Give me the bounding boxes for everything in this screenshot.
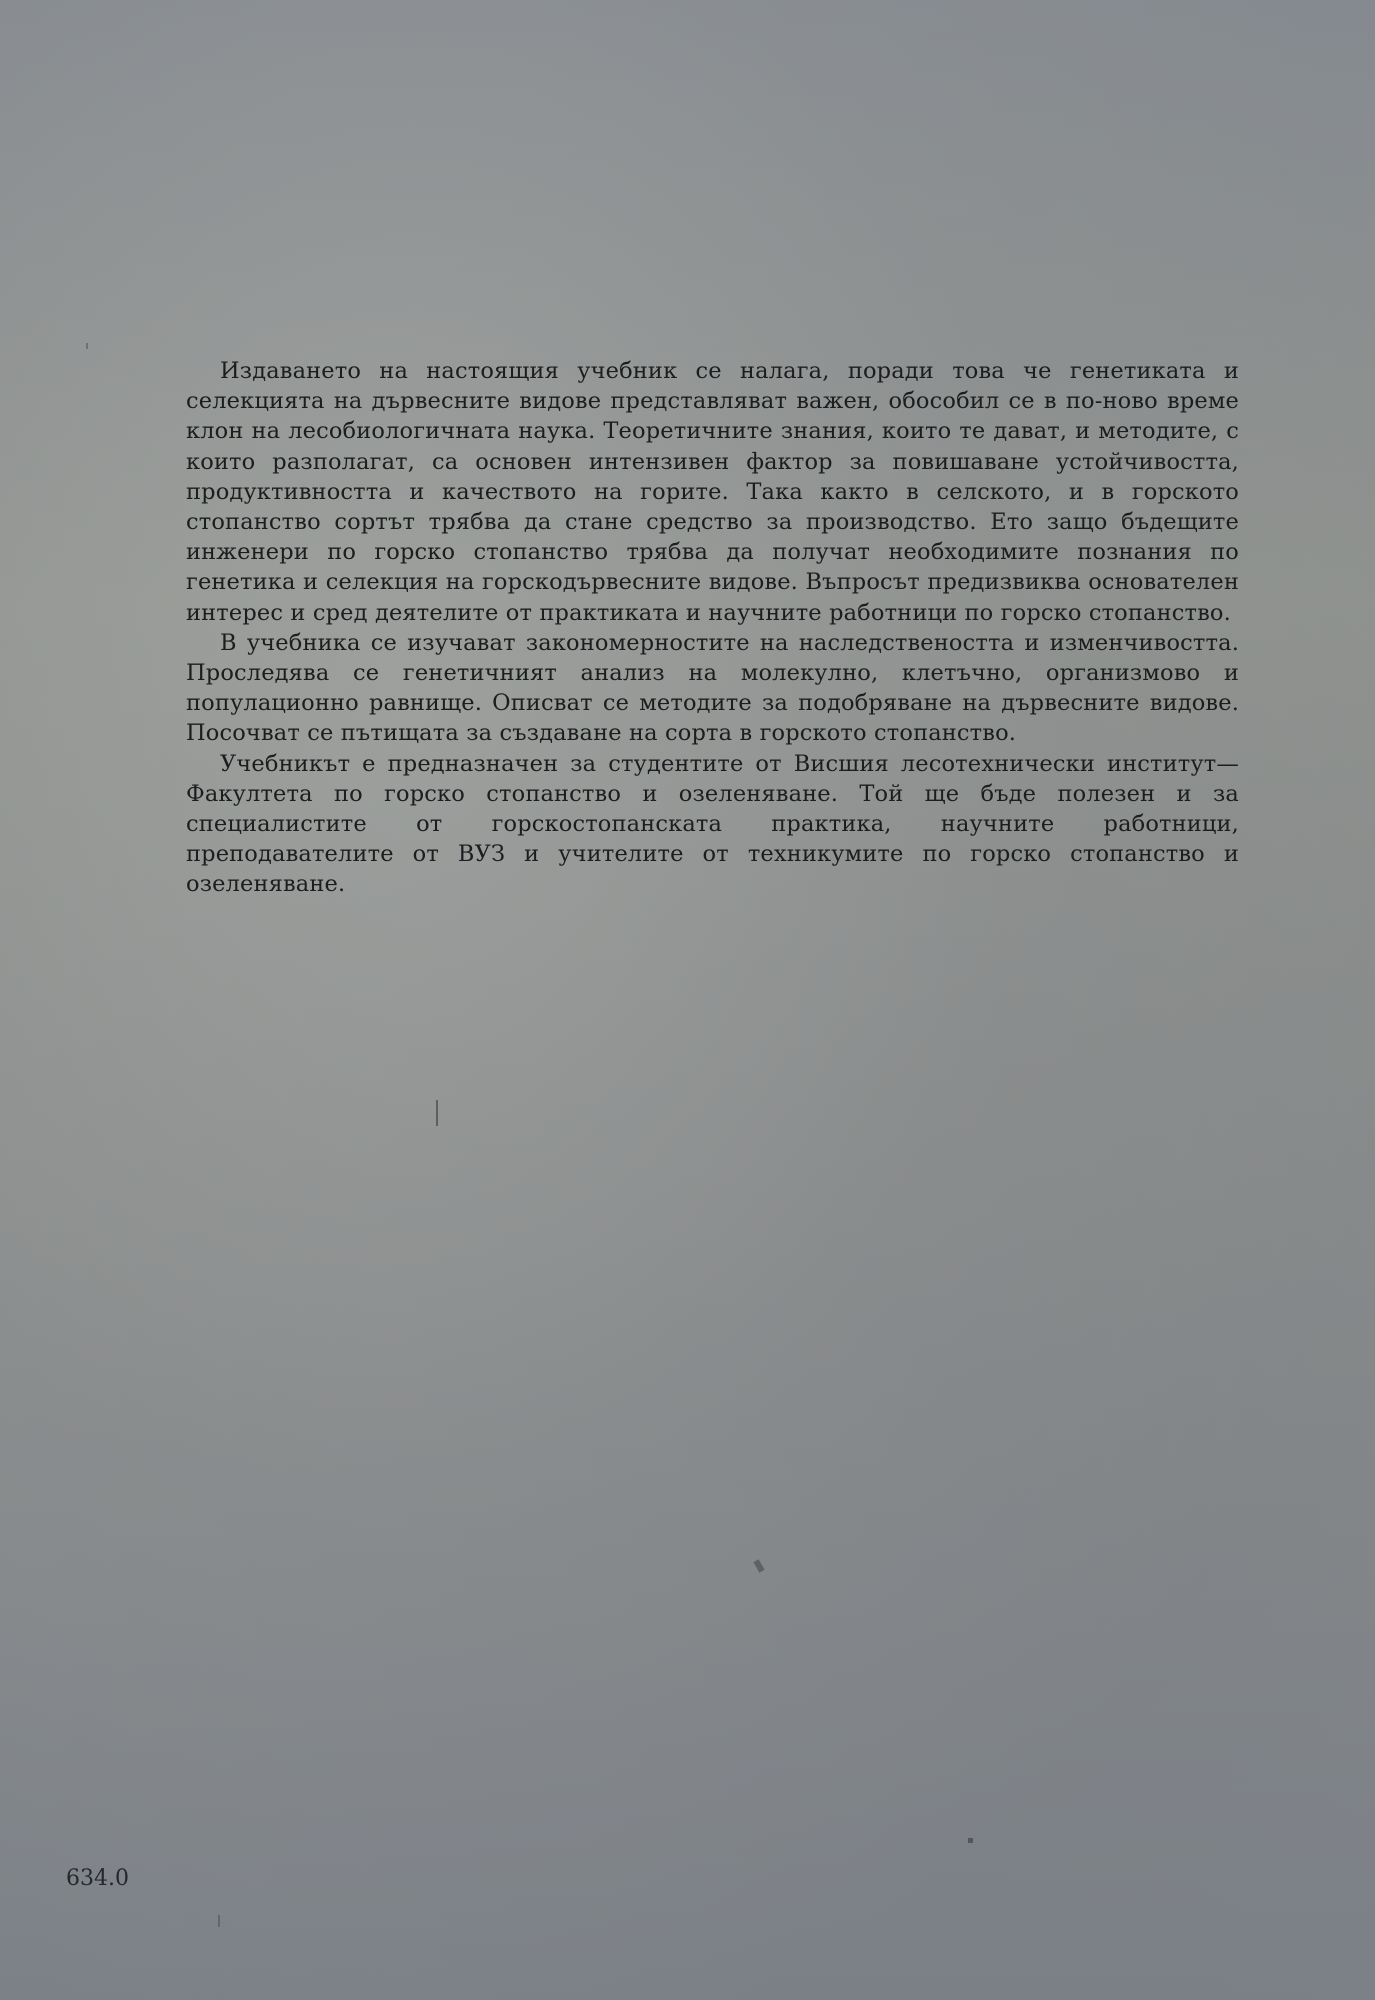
paper-speck (86, 343, 88, 349)
paper-speck (968, 1838, 973, 1843)
catalog-number: 634.0 (66, 1866, 129, 1891)
preface-text (186, 356, 1239, 900)
paper-speck (436, 1100, 438, 1126)
paper-speck (218, 1915, 220, 1927)
paragraph-2: В учебника се изучават закономерностите на наследствеността и изменчивостта. Проследява се генетичният анализ на молекулно, клетъчно, организмово и популационно равнище. Описват се методите за подобряване на дървесните видове. Посочват се пътищата за създаване на сорта в горското стопанство. (186, 629, 1239, 747)
paragraph-3: Учебникът е предназначен за студентите от Висшия лесотехнически институт—Факултета по горско стопанство и озеленяване. Той ще бъде полезен и за специалистите от горскостопанската практика, научните работници, преподавателите от ВУЗ и учителите от техникумите по горско стопанство и озеленяване. (186, 750, 1239, 898)
paper-speck (753, 1559, 764, 1572)
paragraph-1: Издаването на настоящия учебник се налага, поради това че генетиката и селекцията на дървесните видове представляват важен, обособил се в по-ново време клон на лесобиологичната наука. Теоретичните знания, които те дават, и методите, с които разполагат, са основен интензивен фактор за повишаване устойчивостта, продуктивността и качеството на горите. Така както в селското, и в горското стопанство сортът трябва да стане средство за производство. Ето защо бъдещите инженери по горско стопанство трябва да получат необходимите познания по генетика и селекция на горскодървесните видове. Въпросът предизвиква основателен интерес и сред деятелите от практиката и научните работници по горско стопанство. (186, 358, 1239, 626)
